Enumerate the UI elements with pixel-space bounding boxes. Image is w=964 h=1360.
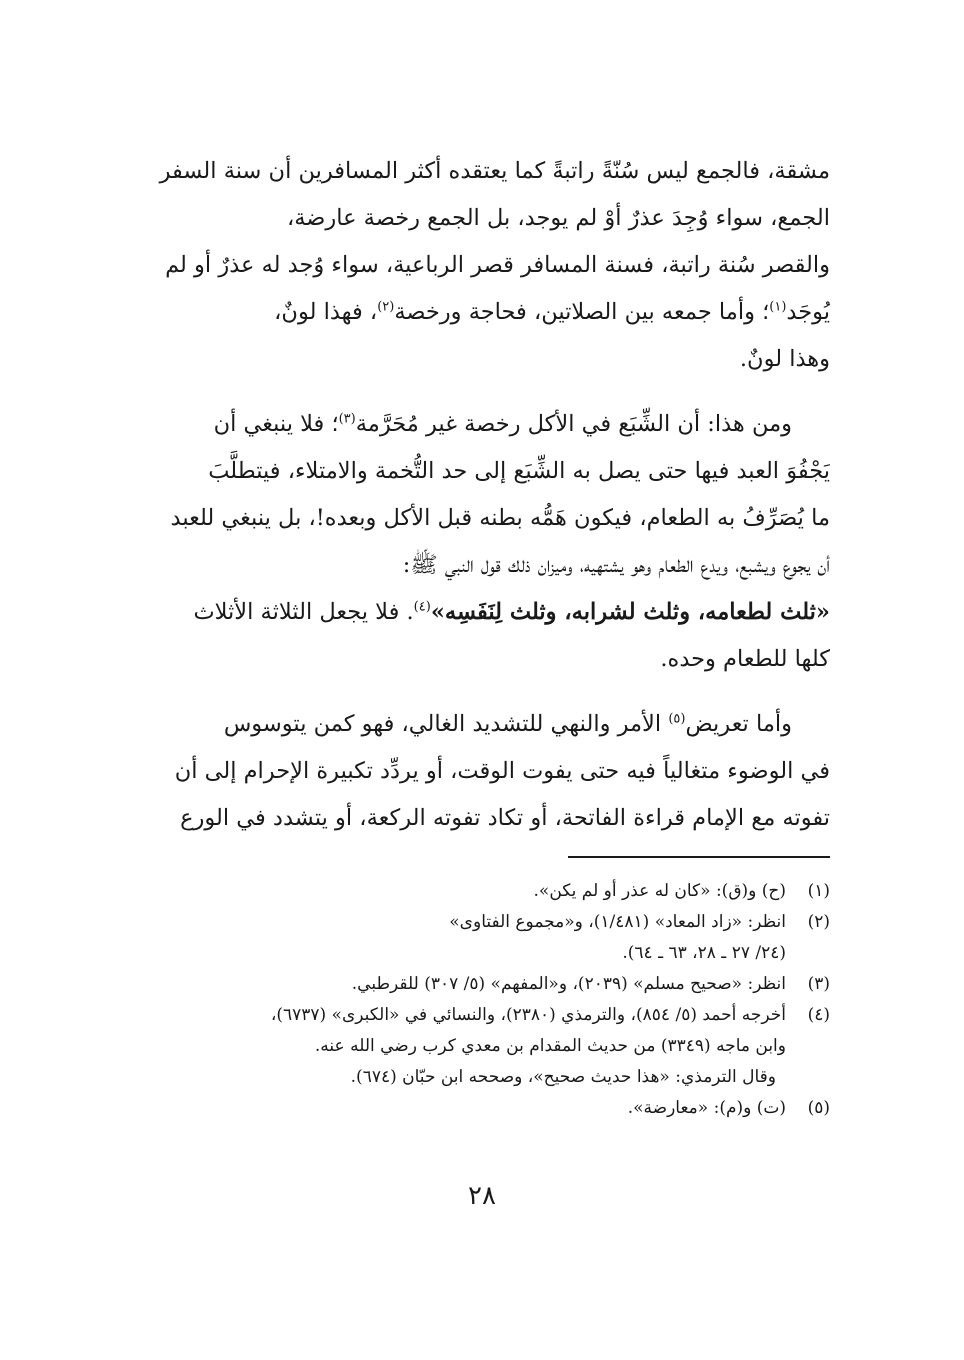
text-segment: ، فهذا لونٌ، xyxy=(274,299,378,325)
footnote-text xyxy=(134,969,786,1000)
footnote-5 xyxy=(134,1093,830,1124)
text-segment: وأما تعريض xyxy=(685,711,792,737)
text-line: كلها للطعام وحده. xyxy=(660,646,830,672)
footnote-line: (ت) و(م): «معارضة». xyxy=(627,1098,786,1118)
footnote-line: وابن ماجه (٣٣٤٩) من حديث المقدام بن معدي كرب رضي الله عنه. xyxy=(314,1036,786,1056)
footnote-line: أخرجه أحمد (٥/ ٨٥٤)، والترمذي (٢٣٨٠)، والنسائي في «الكبرى» (٦٧٣٧)، xyxy=(270,1005,786,1025)
text-line xyxy=(134,589,830,636)
text-segment: ؛ فلا ينبغي أن xyxy=(213,411,339,437)
text-line: يَجْفُوَ العبد فيها حتى يصل به الشِّبَع إلى حد التُّخمة والامتلاء، فيتطلَّبَ xyxy=(208,458,830,484)
text-line: مشقة، فالجمع ليس سُنّةً راتبةً كما يعتقده أكثر المسافرين أن سنة السفر xyxy=(159,158,830,184)
paragraph-1 xyxy=(134,148,830,383)
footnote-4 xyxy=(134,1000,830,1093)
text-line: في الوضوء متغالياً فيه حتى يفوت الوقت، أو يردِّد تكبيرة الإحرام إلى أن xyxy=(174,758,830,784)
footnote-number: (٣) xyxy=(807,974,830,994)
footnote-ref-4[interactable]: (٤) xyxy=(413,599,431,615)
footnote-2 xyxy=(134,907,830,969)
footnote-line: انظر: «صحيح مسلم» (٢٠٣٩)، و«المفهم» (٥/ ٣٠٧) للقرطبي. xyxy=(351,974,786,994)
footnote-number: (١) xyxy=(807,881,830,901)
text-line xyxy=(134,701,830,748)
text-line: الجمع، سواء وُجِدَ عذرٌ أوْ لم يوجد، بل الجمع رخصة عارضة، xyxy=(286,205,830,231)
footnote-ref-3[interactable]: (٣) xyxy=(338,411,356,427)
footnote-number: (٤) xyxy=(807,1005,830,1025)
hadith-quote: «ثلث لطعامه، وثلث لشرابه، وثلث لِنَفَسِه» xyxy=(430,599,830,625)
text-line: أن يجوع ويشبع، ويدع الطعام وهو يشتهيه، وميزان ذلك قول النبي ﷺ: xyxy=(402,552,830,578)
text-line: وهذا لونٌ. xyxy=(739,346,830,372)
footnote-text xyxy=(134,876,786,907)
footnote-text xyxy=(134,1000,786,1093)
text-line: ما يُصَرِّفُ به الطعام، فيكون هَمُّه بطنه قبل الأكل وبعده!، بل ينبغي للعبد xyxy=(170,505,830,531)
footnote-line: وقال الترمذي: «هذا حديث صحيح»، وصححه ابن حبّان (٦٧٤). xyxy=(350,1067,776,1087)
paragraph-3 xyxy=(134,701,830,842)
footnote-line: (٢٤/ ٢٧ ـ ٢٨، ٦٣ ـ ٦٤). xyxy=(622,943,786,963)
footnote-number: (٥) xyxy=(807,1098,830,1118)
footnote-3 xyxy=(134,969,830,1000)
text-segment: ومن هذا: أن الشِّبَع في الأكل رخصة غير مُحَرَّمة xyxy=(355,411,792,437)
text-line: والقصر سُنة راتبة، فسنة المسافر قصر الرباعية، سواء وُجد له عذرٌ أو لم xyxy=(165,252,830,278)
footnote-line: انظر: «زاد المعاد» (١/٤٨١)، و«مجموع الفتاوى» xyxy=(449,912,786,932)
footnote-ref-1[interactable]: (١) xyxy=(769,299,787,315)
text-line xyxy=(134,289,830,336)
footnote-number: (٢) xyxy=(807,912,830,932)
footnote-line: (ح) و(ق): «كان له عذر أو لم يكن». xyxy=(533,881,786,901)
footnote-ref-5[interactable]: (٥) xyxy=(668,711,686,727)
footnote-ref-2[interactable]: (٢) xyxy=(377,299,395,315)
main-text xyxy=(134,148,830,842)
footnote-divider xyxy=(568,856,830,858)
page-number: ٢٨ xyxy=(468,1181,496,1211)
footnote-text xyxy=(134,907,786,969)
footnote-1 xyxy=(134,876,830,907)
text-line: تفوته مع الإمام قراءة الفاتحة، أو تكاد تفوته الركعة، أو يتشدد في الورع xyxy=(180,805,830,831)
text-line xyxy=(134,401,830,448)
text-segment: يُوجَد xyxy=(786,299,830,325)
footnotes xyxy=(134,876,830,1124)
text-segment: ؛ وأما جمعه بين الصلاتين، فحاجة ورخصة xyxy=(394,299,770,325)
footnote-text xyxy=(134,1093,786,1124)
paragraph-2 xyxy=(134,401,830,683)
text-segment: الأمر والنهي للتشديد الغالي، فهو كمن يتوسوس xyxy=(223,711,662,737)
text-segment: . فلا يجعل الثلاثة الأثلاث xyxy=(193,599,414,625)
